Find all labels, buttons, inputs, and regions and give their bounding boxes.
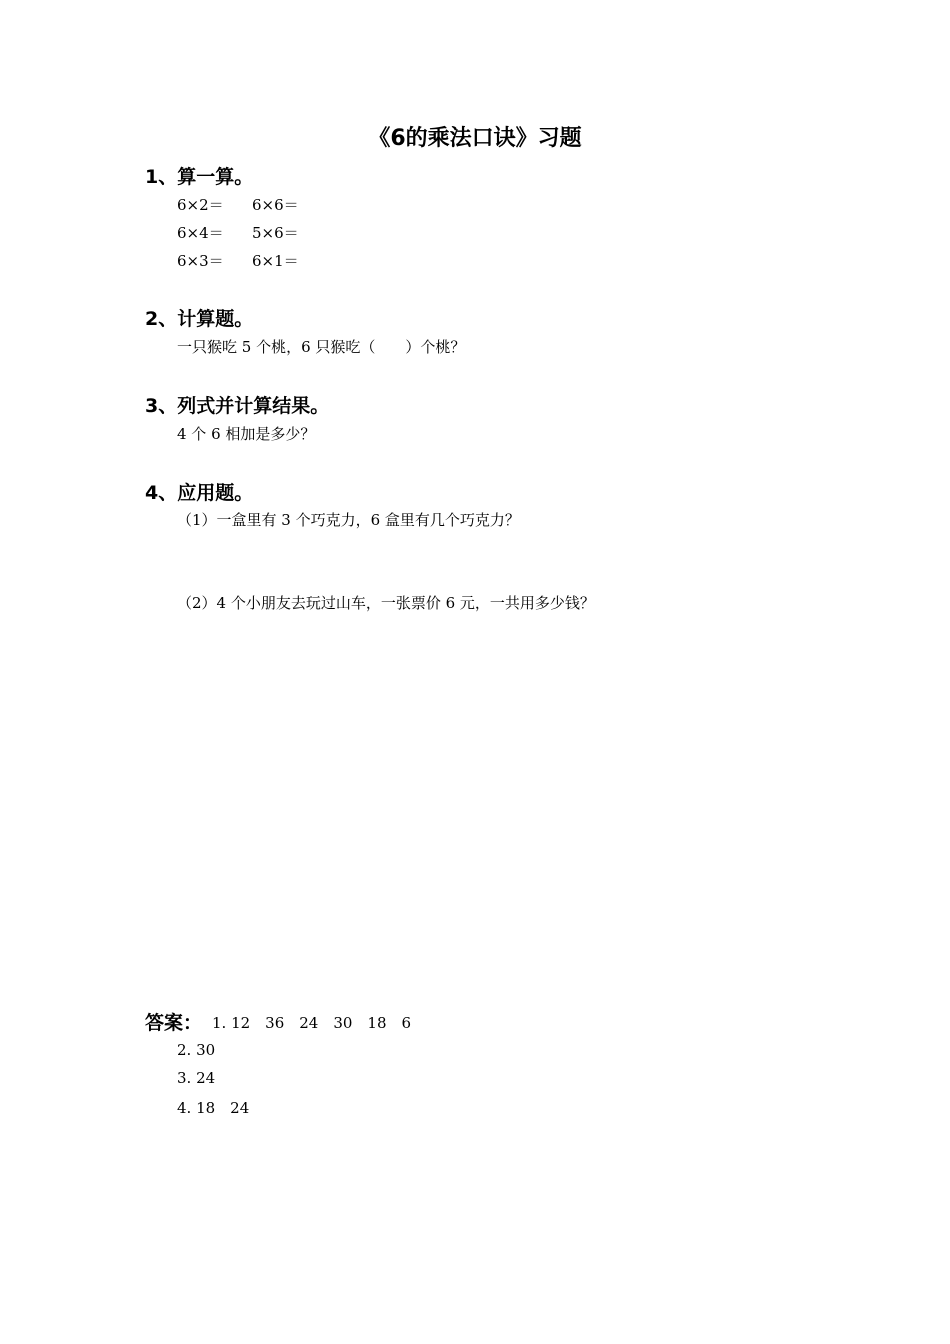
section-2-heading: 2、计算题。 bbox=[145, 308, 254, 330]
problem-1-4: 5×6＝ bbox=[252, 224, 299, 242]
section-4-heading: 4、应用题。 bbox=[145, 482, 254, 504]
problem-1-1: 6×2＝ bbox=[177, 196, 224, 214]
answer-line-2: 2. 30 bbox=[177, 1041, 216, 1059]
answer-line-1: 1. 12 36 24 30 18 6 bbox=[212, 1014, 412, 1032]
section-1-heading: 1、算一算。 bbox=[145, 166, 254, 188]
section-4-question-1: （1）一盒里有 3 个巧克力，6 盒里有几个巧克力？ bbox=[177, 511, 520, 529]
section-2-question: 一只猴吃 5 个桃，6 只猴吃（ ）个桃？ bbox=[177, 338, 466, 356]
page-title: 《6的乘法口诀》习题 bbox=[368, 126, 582, 151]
problem-1-2: 6×6＝ bbox=[252, 196, 299, 214]
section-4-question-2: （2）4 个小朋友去玩过山车，一张票价 6 元，一共用多少钱？ bbox=[177, 594, 595, 612]
answer-line-3: 3. 24 bbox=[177, 1069, 216, 1087]
problem-1-5: 6×3＝ bbox=[177, 252, 224, 270]
answer-line-4: 4. 18 24 bbox=[177, 1099, 250, 1117]
section-3-heading: 3、列式并计算结果。 bbox=[145, 395, 330, 417]
answers-label: 答案： bbox=[145, 1012, 203, 1034]
section-3-question: 4 个 6 相加是多少？ bbox=[177, 425, 316, 443]
problem-1-6: 6×1＝ bbox=[252, 252, 299, 270]
problem-1-3: 6×4＝ bbox=[177, 224, 224, 242]
